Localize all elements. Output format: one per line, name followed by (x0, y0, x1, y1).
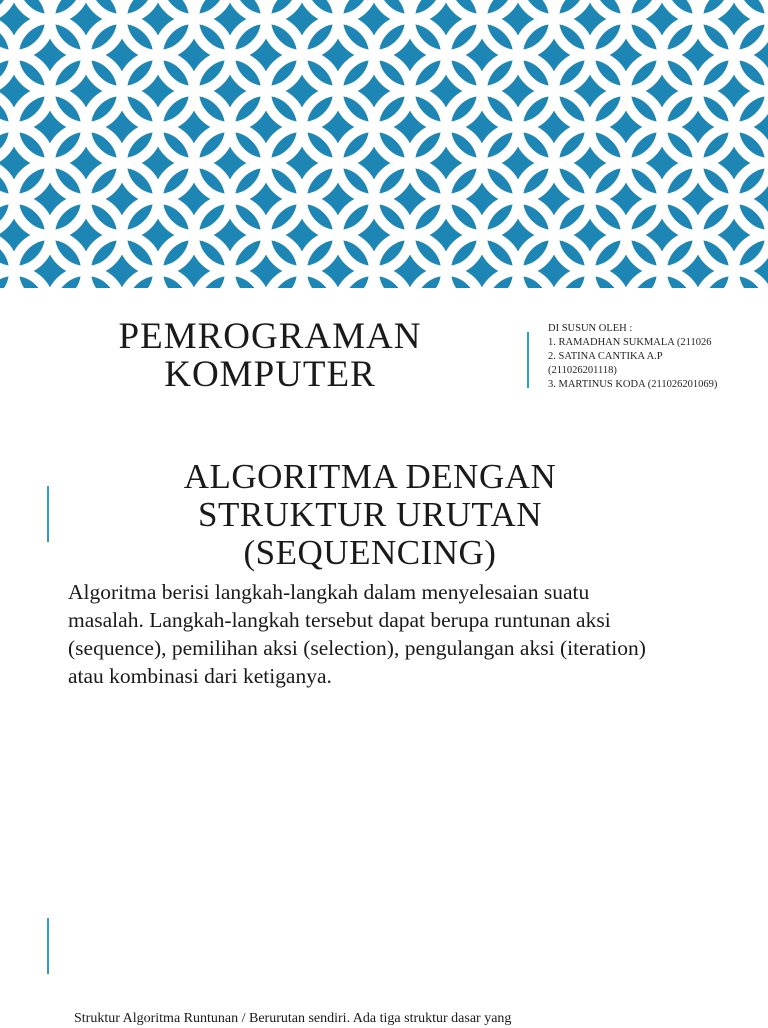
title-divider (527, 332, 529, 388)
circle-pattern-graphic (0, 0, 768, 288)
author-line: 2. SATINA CANTIKA A.P (548, 351, 663, 362)
pattern-banner (0, 0, 768, 288)
author-line: 3. MARTINUS KODA (211026201069) (548, 379, 718, 390)
author-line: (211026201118) (548, 365, 617, 376)
author-line: 1. RAMADHAN SUKMALA (211026 (548, 337, 712, 348)
slide-accent-line (47, 486, 49, 542)
authors-heading: DI SUSUN OLEH : (548, 323, 633, 334)
slide-body-text: Algoritma berisi langkah-langkah dalam menyelesaian suatu masalah. Langkah-langkah tersebut dapat berupa runtunan aksi (sequence), pemilihan aksi (selection), pengulangan aksi (iteration) atau kombinasi dari ketiganya. (68, 580, 646, 688)
slide-heading: ALGORITMA DENGAN STRUKTUR URUTAN (SEQUENCING) (183, 457, 557, 572)
slide-accent-line (47, 918, 49, 974)
next-slide-text: Struktur Algoritma Runtunan / Berurutan sendiri. Ada tiga struktur dasar yang (74, 1011, 512, 1026)
slide-title: PEMROGRAMAN KOMPUTER (118, 316, 422, 395)
authors-block (548, 322, 758, 392)
